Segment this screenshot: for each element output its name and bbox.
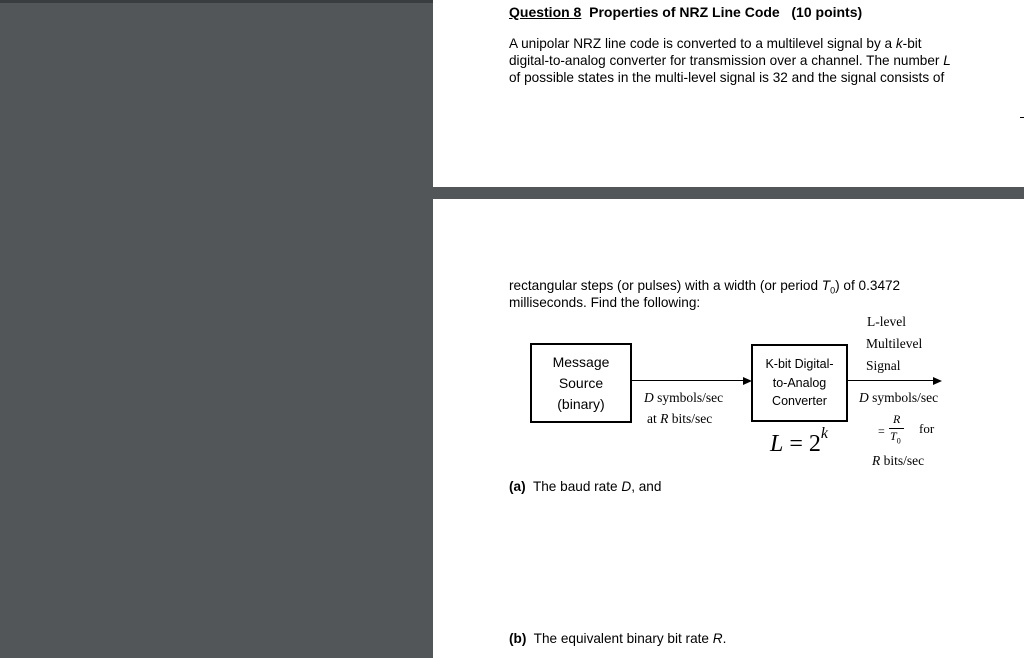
- paragraph-line-5: milliseconds. Find the following:: [509, 295, 701, 310]
- question-label: Question 8: [509, 4, 582, 20]
- paragraph-line-2: digital-to-analog converter for transmission over a channel. The number L: [509, 53, 951, 68]
- part-a: (a) The baud rate D, and: [509, 479, 662, 494]
- message-source-box: Message Source (binary): [530, 343, 632, 423]
- output-symbol-rate: D symbols/sec: [859, 390, 939, 405]
- output-label-line-3: Signal: [866, 358, 901, 373]
- paragraph-line-1: A unipolar NRZ line code is converted to a multilevel signal by a k-bit: [509, 36, 922, 51]
- document-page-2: rectangular steps (or pulses) with a width (or period $T_0$) of 0.3472 milliseconds. Find the following: Message Source (binary) K-bit Digital- to-Analog Converter D symbols/sec at R bits/sec $L = 2^k$ L-level Multilevel Signal D symbols/sec = R $T_0$ for R bits/sec (a) The baud rate D, and (b) The equivalent binary bit rate R.: [433, 199, 1024, 658]
- question-points: (10 points): [791, 4, 863, 20]
- paragraph-line-4: rectangular steps (or pulses) with a width (or period $T_0$) of 0.3472: [509, 278, 901, 296]
- dac-box: K-bit Digital- to-Analog Converter: [751, 344, 848, 422]
- output-arrow-head: [933, 377, 942, 385]
- edge-mark: [1020, 117, 1024, 118]
- part-b: (b) The equivalent binary bit rate R.: [509, 631, 727, 646]
- output-label-line-1: L-level: [867, 314, 906, 329]
- input-arrow-line: [630, 380, 743, 381]
- output-arrow-line: [846, 380, 933, 381]
- paragraph-line-3: of possible states in the multi-level signal is 32 and the signal consists of: [509, 70, 945, 85]
- question-title: [509, 4, 862, 20]
- input-symbol-rate: D symbols/sec: [644, 390, 724, 405]
- question-topic: Properties of NRZ Line Code: [589, 4, 780, 20]
- output-bit-rate: R bits/sec: [872, 453, 925, 468]
- levels-equation: $L = 2^k$: [770, 425, 829, 457]
- output-label-line-2: Multilevel: [866, 336, 923, 351]
- document-page-1: [433, 0, 1024, 187]
- input-bit-rate: at R bits/sec: [647, 411, 713, 426]
